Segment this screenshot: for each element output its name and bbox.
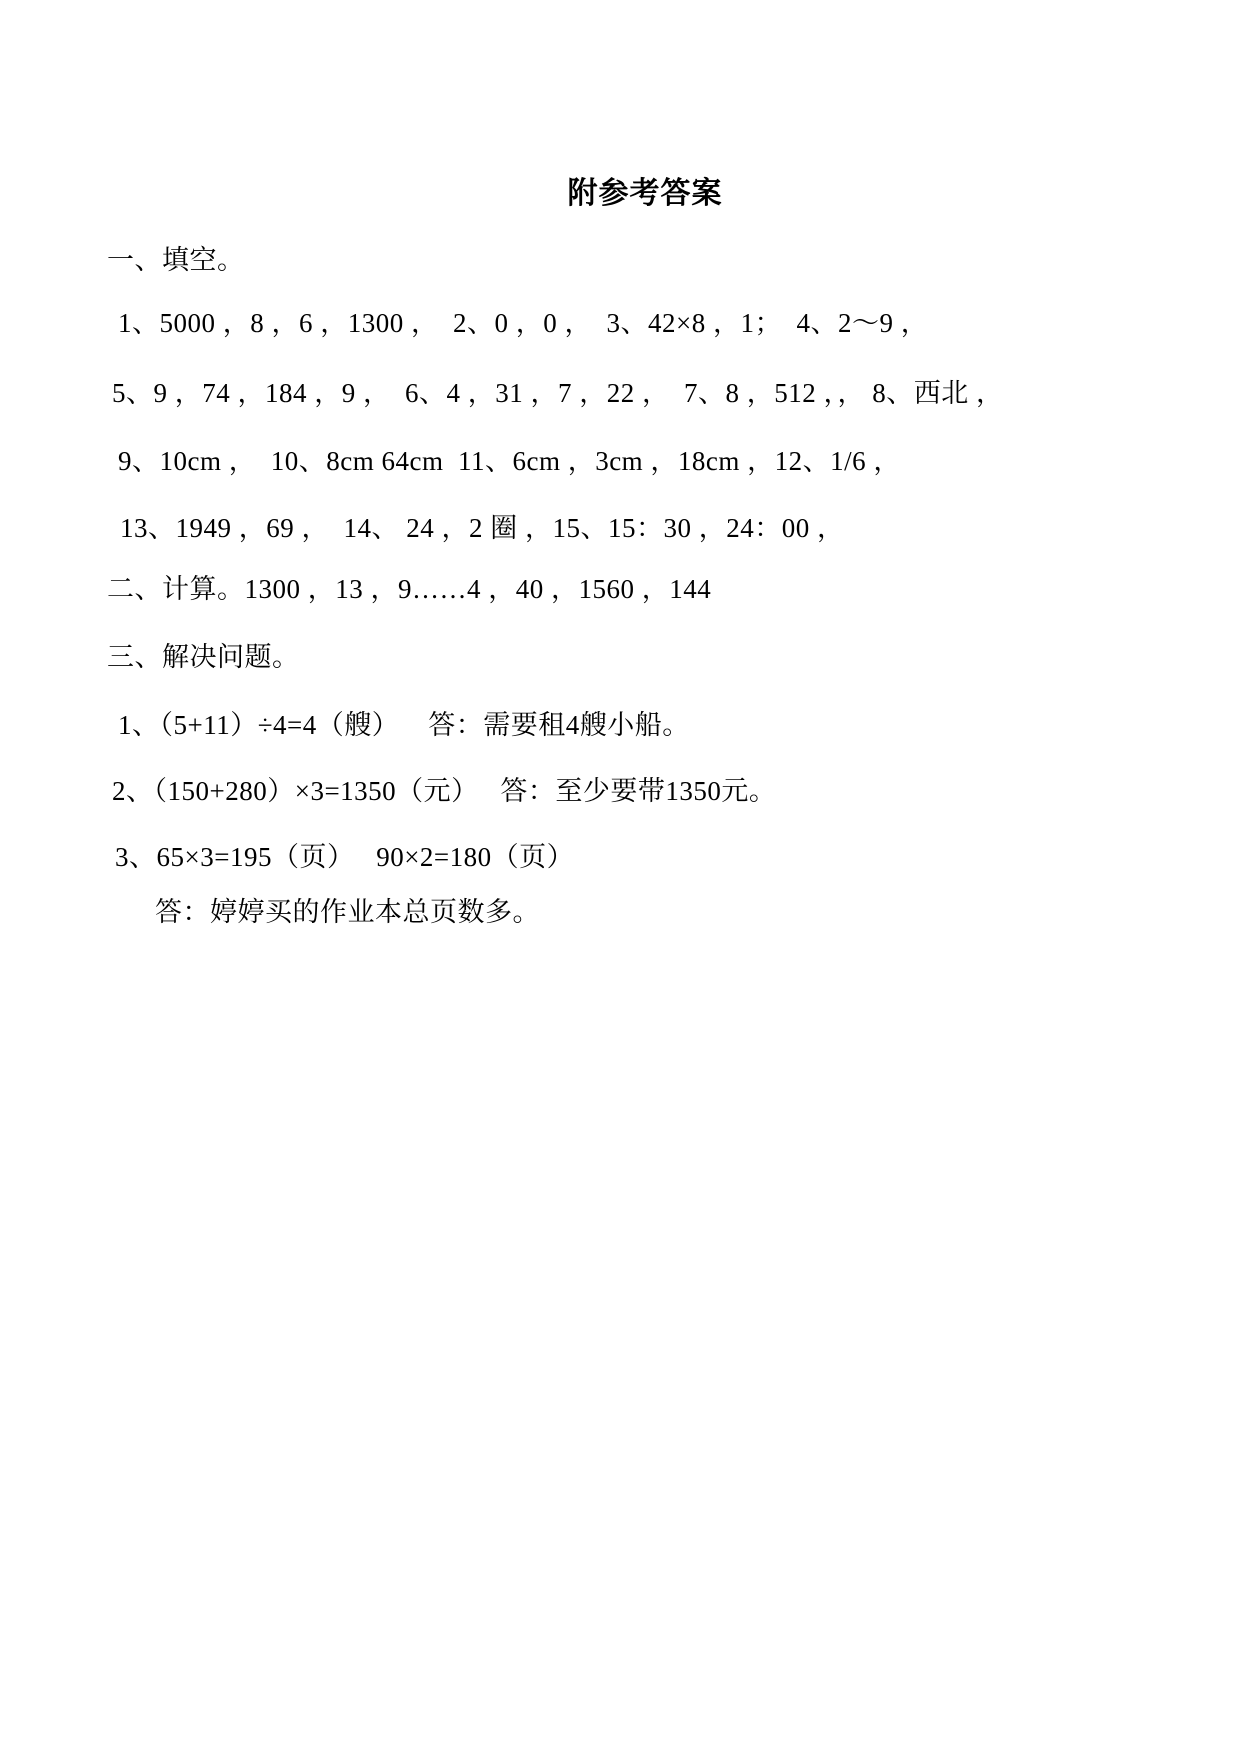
section-3-heading: 三、解决问题。 [107,642,300,672]
section-1-answers-line-4: 13、1949 ，69 ， 14、 24 ，2 圈 ，15、15：30 ，24：00 ， [120,513,845,543]
section-2-heading-and-answers: 二、计算。1300 ，13 ，9……4 ，40 ，1560 ，144 [107,574,712,604]
section-3-problem-2-answer: 2、（150+280）×3=1350（元） 答：至少要带1350元。 [112,776,777,806]
section-1-answers-line-1: 1、5000 ，8 ，6 ，1300 ， 2、0 ，0 ， 3、42×8 ，1； 4、2～9 ， [118,308,929,338]
section-1-heading: 一、填空。 [107,245,245,275]
section-1-answers-line-2: 5、9 ，74 ，184 ，9 ， 6、4 ，31 ，7 ，22 ， 7、8 ，512 ，， 8、西北 ， [112,378,1004,408]
document-title: 附参考答案 [567,176,723,211]
section-3-problem-3-calculation: 3、65×3=195（页） 90×2=180（页） [115,842,575,872]
section-3-problem-1-answer: 1、（5+11）÷4=4（艘） 答：需要租4艘小船。 [118,710,690,740]
section-3-problem-3-answer-sentence: 答：婷婷买的作业本总页数多。 [155,897,540,927]
section-1-answers-line-3: 9、10cm ， 10、8cm 64cm 11、6cm ，3cm ，18cm ，12、1/6 ， [118,446,901,476]
